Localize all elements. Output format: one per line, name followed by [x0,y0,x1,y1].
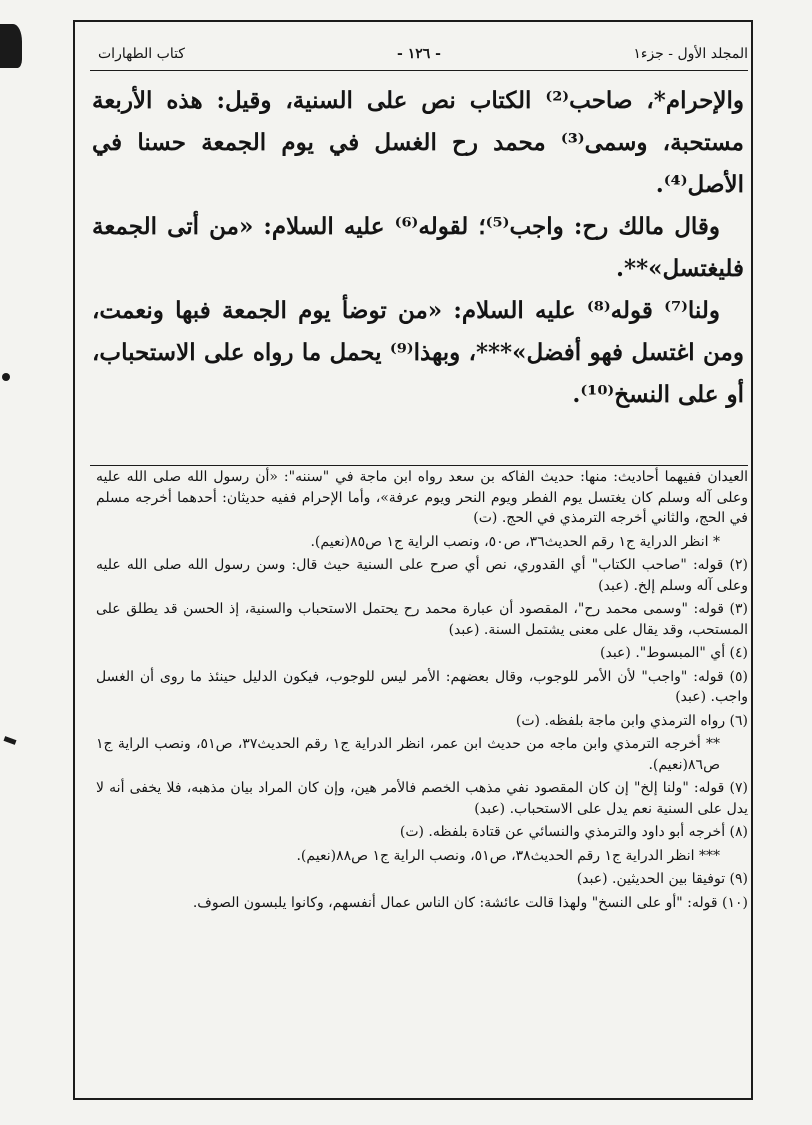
main-text [92,80,744,416]
footnote: (٨) أخرجه أبو داود والترمذي والنسائي عن قتادة بلفظه. (ت) [399,824,748,840]
page-number: - ١٢٦ - [397,46,441,62]
footnote: (٢) قوله: "صاحب الكتاب" أي القدوري، نص أي صرح على السنية حيث قال: وسن رسول الله صلى الله عليه وعلى آله وسلم إلخ. (عبد) [96,557,748,594]
footnote: * انظر الدراية ج١ رقم الحديث٣٦، ص٥٠، ونصب الراية ج١ ص٨٥(نعيم). [310,533,720,550]
footnote: (٣) قوله: "وسمى محمد رح"، المقصود أن عبارة محمد رح يحتمل الاستحباب والسنية، إذ الحسن قد يطلق على المستحب، وقد يقال على معنى يشتمل السنة. (عبد) [96,601,748,638]
footnote: (٧) قوله: "ولنا إلخ" إن كان المقصود نفي مذهب الخصم فالأمر هين، وإن كان المراد بيان مذهبه، فلا يخفى أنه لا يدل على السنية نعم يدل على الاستحباب. (عبد) [96,780,748,817]
main-paragraph: والإحرام*، صاحب⁽²⁾ الكتاب نص على السنية، وقيل: هذه الأربعة مستحبة، وسمى⁽³⁾ محمد رح الغسل في يوم الجمعة حسنا في الأصل⁽⁴⁾. [92,87,744,198]
scan-edge-mark [4,736,17,745]
footnotes [96,467,748,916]
scan-edge-mark [0,24,22,68]
book-title: كتاب الطهارات [98,46,185,62]
page-header [90,42,748,68]
footnote: *** انظر الدراية ج١ رقم الحديث٣٨، ص٥١، ونصب الراية ج١ ص٨٨(نعيم). [296,847,720,864]
footnote: ** أخرجه الترمذي وابن ماجه من حديث ابن عمر، انظر الدراية ج١ رقم الحديث٣٧، ص٥١، ونصب الراية ج١ ص٨٦(نعيم). [96,736,721,773]
footnote: (٦) رواه الترمذي وابن ماجة بلفظه. (ت) [515,712,748,729]
volume-label: المجلد الأول - جزء١ [633,46,748,62]
footnote: (٩) توفيقا بين الحديثين. (عبد) [576,871,748,887]
main-paragraph: ولنا⁽⁷⁾ قوله⁽⁸⁾ عليه السلام: «من توضأ يوم الجمعة فبها ونعمت، ومن اغتسل فهو أفضل»***، وبهذا⁽⁹⁾ يحمل ما رواه على الاستحباب، أو على النسخ⁽¹⁰⁾. [92,297,744,408]
header-divider [90,70,748,71]
footnote: (٥) قوله: "واجب" لأن الأمر للوجوب، وقال بعضهم: الأمر ليس للوجوب، فيكون الدليل حينئذ ما روى أن الغسل واجب. (عبد) [96,668,748,705]
footnote: (١٠) قوله: "أو على النسخ" ولهذا قالت عائشة: كان الناس عمال أنفسهم، وكانوا يلبسون الصوف. [192,894,748,911]
footnote: (٤) أي "المبسوط". (عبد) [600,645,748,661]
scan-edge-mark [2,373,10,381]
footnote-divider [90,465,748,466]
footnote: العيدان ففيهما أحاديث: منها: حديث الفاكه بن سعد رواه ابن ماجة في "سننه": «أن رسول الله صلى الله عليه وعلى آله وسلم كان يغتسل يوم الفطر ويوم النحر ويوم عرفة»، وأما الإحرام ففيه حديثان: أحدهما أخرجه مسلم في الحج، والثاني أخرجه الترمذي في الحج. (ت) [96,469,748,526]
main-paragraph: وقال مالك رح: واجب⁽⁵⁾؛ لقوله⁽⁶⁾ عليه السلام: «من أتى الجمعة فليغتسل»**. [92,213,744,282]
